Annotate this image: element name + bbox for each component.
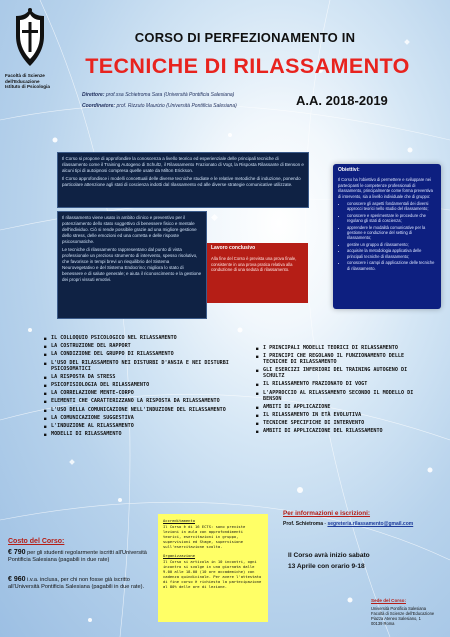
topic-item: ■ LA RISPOSTA DA STRESS <box>44 375 229 381</box>
description-panel <box>57 211 207 319</box>
organization-text: Il Corso si articola in 10 incontri, ogni incontro si svolge in una giornata dalle 9.00 alle 18.00 (10 ore accademiche) con cadenza quindicinale. Per avere l'attestato di fine corso è richiesta la partecipazione al 80% delle ore di lezione. <box>163 558 262 590</box>
objectives-list <box>338 201 436 271</box>
seat-line: Piazza Ateneo Salesiano, 1 <box>371 616 421 622</box>
objective-item: • gestire un gruppo di rilassamento; <box>347 242 436 247</box>
topic-item: ■ L'APPROCCIO AL RILASSAMENTO SECONDO IL MODELLO DI BENSON <box>256 391 416 403</box>
objective-item: • conoscere e sperimentare le procedure che regolano gli stati di coscienza; <box>347 213 436 224</box>
academic-year: A.A. 2018-2019 <box>296 93 388 108</box>
topic-item: ■ L'USO DELLA COMUNICAZIONE NELL'INDUZIONE DEL RILASSAMENTO <box>44 408 229 414</box>
cost-enrolled <box>8 549 158 565</box>
topic-item: ■ LA COMUNICAZIONE SUGGESTIVA <box>44 416 229 422</box>
faculty-line: dell'Educazione <box>5 78 40 84</box>
topic-item: ■ IL RILASSAMENTO FRAZIONATO DI VOGT <box>256 382 416 388</box>
objective-item: • conoscere i campi di applicazione delle tecniche di rilassamento. <box>347 260 436 271</box>
contact-separator: - <box>323 521 328 527</box>
price-external-text: i.v.a. inclusa, per chi non fosse già iscritto all'Università Pontificia Salesiana (pagabili in due rate). <box>8 577 145 591</box>
start-line: Il Corso avrà inizio sabato <box>288 552 370 559</box>
start-date <box>288 550 418 572</box>
description-paragraph: Le tecniche di rilassamento rappresentano dal punto di vista professionale un prezioso strumento di intervento, spesso risolutivo, che favorisce in tempi brevi un riequilibrio del Sistema Neurovegetativo e del Sistema Endocrino; migliora lo stato di benessere e di salute generale; e aiuta il riconoscimento e la gestione dei propri vissuti emotivi. <box>62 247 202 283</box>
info-contact <box>283 521 413 527</box>
topic-item: ■ I PRINCIPI CHE REGOLANO IL FUNZIONAMENTO DELLE TECNICHE DI RILASSAMENTO <box>256 354 416 366</box>
topic-item: ■ L'INDUZIONE AL RILASSAMENTO <box>44 424 229 430</box>
seat-line: Università Pontificia Salesiana <box>371 606 427 611</box>
seat-title: Sede del Corso: <box>371 598 406 603</box>
director-name: prof.ssa Schietroma Sara (Università Pontificia Salesiana) <box>105 92 235 98</box>
objective-item: • conoscere gli aspetti fondamentali dei diversi approcci teorici nello studio del rilassamento; <box>347 201 436 212</box>
topic-item: ■ TECNICHE SPECIFICHE DI INTERVENTO <box>256 421 416 427</box>
accreditation-box <box>158 514 268 622</box>
objectives-box <box>333 164 441 309</box>
topic-item: ■ LA COSTRUZIONE DEL RAPPORT <box>44 344 229 350</box>
final-work-box <box>207 243 308 303</box>
topics-left-column <box>44 336 229 440</box>
topic-item: ■ LA CONDIZIONE DEL GRUPPO DI RILASSAMENTO <box>44 352 229 358</box>
topic-item: ■ L'USO DEL RILASSAMENTO NEI DISTURBI D'ANSIA E NEI DISTURBI PSICOSOMATICI <box>44 361 229 373</box>
intro-paragraph: Il Corso approfondisce i modelli concettuali delle diverse tecniche studiate e le relative metodiche di induzione, ponendo particolare attenzione agli stati di coscienza indotti dal rilassamento ed alle diverse strategie comunicative utilizzate. <box>62 176 301 188</box>
university-logo <box>8 6 52 68</box>
topic-item: ■ ELEMENTI CHE CARATTERIZZANO LA RISPOSTA DA RILASSAMENTO <box>44 399 229 405</box>
course-type-heading: CORSO DI PERFEZIONAMENTO IN <box>134 30 356 45</box>
final-work-title: Lavoro conclusivo <box>211 245 256 251</box>
faculty-line: Facoltà di Scienze <box>5 73 45 78</box>
accreditation-title: Accreditamento <box>163 518 196 523</box>
topic-item: ■ IL COLLOQUIO PSICOLOGICO NEL RILASSAMENTO <box>44 336 229 342</box>
faculty-info <box>5 73 75 90</box>
topic-item: ■ MODELLI DI RILASSAMENTO <box>44 432 229 438</box>
cost-external <box>8 576 158 592</box>
start-line: 13 Aprile con orario 9-18 <box>288 563 365 570</box>
topic-item: ■ GLI ESERCIZI INFERIORI DEL TRAINING AUTOGENO DI SCHULTZ <box>256 368 416 380</box>
description-paragraph: Il rilassamento viene usato in ambito clinico e preventivo per il potenziamento dello stato soggettivo di benessere fisico e mentale dell'individuo. Ciò si rende possibile grazie ad una migliore gestione dello stress, delle emozioni ed una corretta e delle risposte psicosomatiche. <box>62 215 197 245</box>
topic-item: ■ AMBITI DI APPLICAZIONE <box>256 405 416 411</box>
topic-item: ■ LA CORRELAZIONE MENTE-CORPO <box>44 391 229 397</box>
topic-item: ■ PSICOFISIOLOGIA DEL RILASSAMENTO <box>44 383 229 389</box>
organization-title: Organizzazione <box>163 552 196 558</box>
price-external: € 960 <box>8 576 26 583</box>
faculty-line: Istituto di Psicologia <box>5 84 50 90</box>
director-line <box>82 92 312 98</box>
objectives-intro: Il Corso ha l'obiettivo di permettere e sviluppare nei partecipanti le competenze professionali di rilassamento, principalmente come forma preventiva di intervento, sia a livello individuale che di gruppo: <box>338 177 433 199</box>
coordinator-name: prof. Rizzuto Maurizio (Università Pontificia Salesiana) <box>116 103 237 109</box>
coordinator-line <box>82 103 312 109</box>
topic-item: ■ AMBITI DI APPLICAZIONE DEL RILASSAMENTO <box>256 429 416 435</box>
objectives-title: Obiettivi: <box>338 167 360 173</box>
seat-line: 00139 Roma <box>371 621 395 627</box>
accreditation-text: Il Corso è di 16 ECTS: sono previste lezioni in aula con approfondimenti teorici, esercitazioni in gruppo, supervisioni ed Stage, supervisione sull'esercitazione svolta. <box>163 524 246 550</box>
course-title: TECNICHE DI RILASSAMENTO <box>85 54 410 78</box>
seat-address <box>371 606 446 626</box>
contact-email-link[interactable]: segreteria.rilassamento@gmail.com <box>327 521 414 527</box>
objective-item: • apprendere le modalità comunicative per la gestione e conduzione del setting di rilassamento; <box>347 225 436 241</box>
intro-panel <box>57 152 309 208</box>
topic-item: ■ IL RILASSAMENTO IN ETÀ EVOLUTIVA <box>256 413 416 419</box>
topic-item: ■ I PRINCIPALI MODELLI TEORICI DI RILASSAMENTO <box>256 346 416 352</box>
price-enrolled-text: per gli studenti regolarmente iscritti all'Università Pontificia Salesiana (pagabili in due rate) <box>8 550 147 564</box>
intro-paragraph: Il Corso si propone di approfondire la conoscenza a livello teorico ed esperienziale delle principali tecniche di rilassamento come il Training Autogeno di Schultz, il Rilassamento Frazionato di Vogt, la Risposta Rilassante di Benson e alcuni tipi di autoipnosi compresa quelle usate da Milton Erickson. <box>62 156 304 174</box>
cost-title: Costo del Corso: <box>8 538 65 545</box>
contact-name: Prof. Schietroma <box>283 521 324 527</box>
price-enrolled: € 790 <box>8 549 26 556</box>
info-title: Per informazioni e iscrizioni: <box>283 510 371 517</box>
topics-right-column <box>256 346 416 438</box>
seat-line: Facoltà di Scienze dell'Educazione <box>371 611 435 617</box>
coordinator-label: Coordinatore: <box>82 103 116 109</box>
objective-item: • acquisire la metodologia applicativa delle principali tecniche di rilassamento; <box>347 248 436 259</box>
final-work-text: Alla fine del Corso è prevista una prova finale, consistente in una prova pratica relativa alla conduzione di una seduta di rilassamento. <box>211 256 297 273</box>
director-label: Direttore: <box>82 92 105 98</box>
